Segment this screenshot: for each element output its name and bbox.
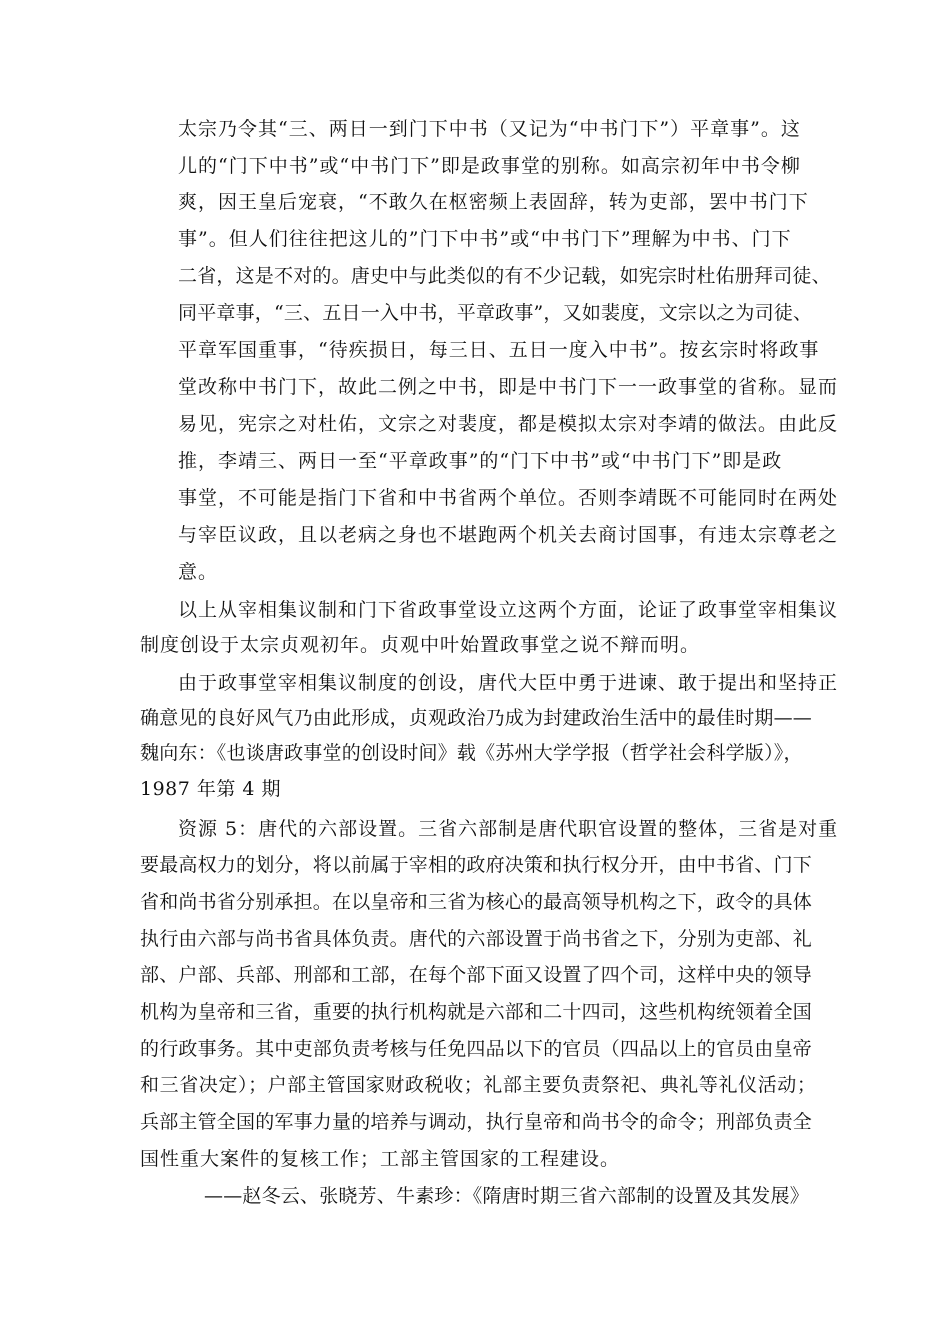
- resource5-line: 省和尚书省分别承担。在以皇帝和三省为核心的最高领导机构之下，政令的具体: [140, 891, 813, 913]
- quoted-line: 事”。但人们往往把这儿的”门下中书”或“中书门下”理解为中书、门下: [178, 228, 792, 250]
- quoted-line: 推，李靖三、两日一至“平章政事”的“门下中书”或“中书门下”即是政: [178, 450, 783, 472]
- summary-line: 制度创设于太宗贞观初年。贞观中叶始置政事堂之说不辩而明。: [140, 634, 701, 656]
- quoted-line: 儿的“门下中书”或“中书门下”即是政事堂的别称。如高宗初年中书令柳: [178, 155, 801, 177]
- quoted-line: 堂改称中书门下，故此二例之中书，即是中书门下一一政事堂的省称。显而: [178, 376, 839, 398]
- citation: ——赵冬云、张晓芳、牛素珍：《隋唐时期三省六部制的设置及其发展》: [204, 1185, 809, 1207]
- summary-line: 以上从宰相集议制和门下省政事堂设立这两个方面，论证了政事堂宰相集议: [178, 599, 839, 621]
- resource5-line: 要最高权力的划分，将以前属于宰相的政府决策和执行权分开，由中书省、门下: [140, 854, 813, 876]
- resource5-line: 资源 5：唐代的六部设置。三省六部制是唐代职官设置的整体，三省是对重: [178, 818, 839, 840]
- resource5-line: 部、户部、兵部、刑部和工部，在每个部下面又设置了四个司，这样中央的领导: [140, 964, 813, 986]
- reference-line: 魏向东：《也谈唐政事堂的创设时间》载《苏州大学学报（哲学社会科学版）》，: [140, 742, 803, 764]
- quoted-line: 同平章事，“三、五日一入中书，平章政事”，又如裴度，文宗以之为司徒、: [178, 302, 813, 324]
- resource5-line: 国性重大案件的复核工作；工部主管国家的工程建设。: [140, 1148, 621, 1170]
- quoted-line: 平章军国重事，“待疾损日，每三日、五日一度入中书”。按玄宗时将政事: [178, 339, 820, 361]
- resource5-line: 执行由六部与尚书省具体负责。唐代的六部设置于尚书省之下，分别为吏部、礼: [140, 928, 813, 950]
- quoted-line: 爽，因王皇后宠衰，“不敢久在枢密频上表固辞，转为吏部，罢中书门下: [178, 191, 809, 213]
- resource5-line: 机构为皇帝和三省，重要的执行机构就是六部和二十四司，这些机构统领着全国: [140, 1001, 813, 1023]
- conclusion-line: 确意见的良好风气乃由此形成，贞观政治乃成为封建政治生活中的最佳时期——: [140, 707, 813, 729]
- resource5-line: 兵部主管全国的军事力量的培养与调动，执行皇帝和尚书令的命令；刑部负责全: [140, 1111, 813, 1133]
- conclusion-line: 由于政事堂宰相集议制度的创设，唐代大臣中勇于进谏、敢于提出和坚持正: [178, 672, 839, 694]
- quoted-line: 太宗乃令其“三、两日一到门下中书（又记为“中书门下”）平章事”。这: [178, 118, 801, 140]
- reference-date: 1987 年第 4 期: [140, 778, 282, 800]
- resource5-line: 和三省决定）；户部主管国家财政税收；礼部主要负责祭祀、典礼等礼仪活动；: [140, 1074, 817, 1096]
- quoted-line: 易见，宪宗之对杜佑，文宗之对裴度，都是模拟太宗对李靖的做法。由此反: [178, 413, 839, 435]
- quoted-line: 事堂，不可能是指门下省和中书省两个单位。否则李靖既不可能同时在两处: [178, 487, 839, 509]
- quoted-line: 二省，这是不对的。唐史中与此类似的有不少记载，如宪宗时杜佑册拜司徒、: [178, 265, 831, 287]
- quoted-line: 与宰臣议政，且以老病之身也不堪跑两个机关去商讨国事，有违太宗尊老之: [178, 524, 839, 546]
- resource5-line: 的行政事务。其中吏部负责考核与任免四品以下的官员（四品以上的官员由皇帝: [140, 1038, 813, 1060]
- quoted-line: 意。: [178, 561, 219, 583]
